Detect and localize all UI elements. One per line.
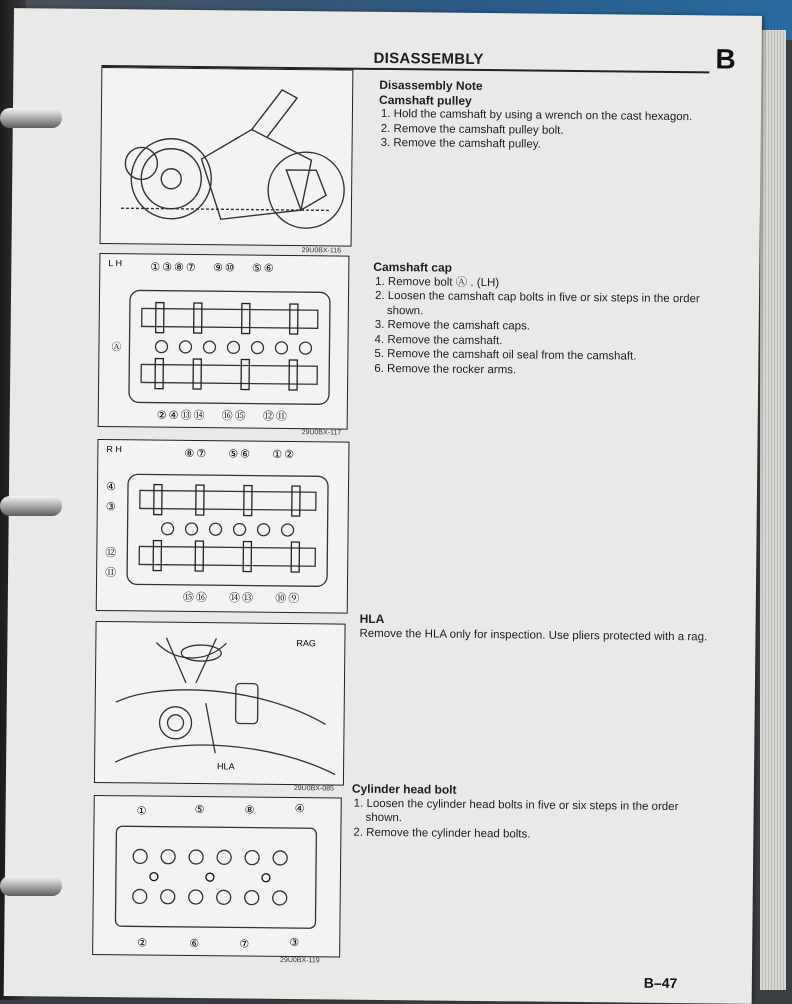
left-number: ④ [105, 481, 116, 494]
top-number: ⑧ [244, 804, 255, 817]
top-number: ① [136, 805, 147, 818]
instruction-step: 3. Remove the camshaft caps. [374, 318, 531, 333]
figure-code: 29U0BX-116 [301, 247, 342, 255]
bottom-number: ⑩ [275, 592, 289, 605]
bottom-number: ⑫ [262, 410, 276, 423]
side-label: R H [106, 444, 122, 455]
figure-code: 29U0BX-117 [301, 429, 342, 437]
bottom-number: ② [156, 409, 169, 422]
bottom-number: ⑭ [193, 409, 207, 423]
top-number: ⑦ [196, 448, 209, 461]
section-hla [359, 612, 711, 645]
section-title: Cylinder head bolt [351, 781, 457, 797]
page-stack-edge [760, 30, 786, 990]
bottom-number: ⑬ [242, 592, 256, 605]
marker-a: Ⓐ [111, 342, 122, 354]
top-number: ② [284, 448, 297, 462]
top-number: ③ [162, 261, 175, 274]
section-letter: B [715, 43, 736, 75]
lh-camshaft-cap-illustration [99, 254, 349, 429]
top-number: ⑤ [251, 262, 264, 275]
cylinder-head-illustration [93, 796, 341, 957]
left-number: ⑫ [105, 547, 117, 560]
instruction-step: 2. Remove the cylinder head bolts. [353, 826, 531, 841]
section-subtitle: Camshaft pulley [379, 92, 472, 108]
bottom-number: ⑭ [229, 592, 243, 605]
figure-cylinder-head-bolt [92, 795, 342, 958]
bottom-number: ⑪ [275, 410, 289, 423]
top-number: ⑩ [224, 262, 237, 275]
instruction-step: 3. Remove the camshaft pulley. [380, 136, 541, 151]
top-number: ① [272, 448, 285, 461]
camshaft-pulley-illustration [101, 68, 353, 246]
top-number: ④ [294, 803, 305, 816]
binder-ring-bottom [0, 876, 62, 896]
bottom-number: ⑦ [239, 938, 250, 951]
bottom-number: ⑮ [234, 410, 248, 423]
rh-camshaft-cap-illustration [97, 440, 349, 613]
figure-camshaft-cap-rh [96, 439, 350, 614]
bottom-number: ⑯ [195, 592, 209, 605]
bottom-number: ③ [289, 937, 300, 950]
bottom-number: ⑨ [288, 592, 302, 606]
top-number: ⑧ [173, 261, 186, 274]
instruction-step: 4. Remove the camshaft. [374, 333, 503, 347]
top-number: ⑤ [228, 448, 241, 461]
bottom-number: ⑥ [189, 937, 200, 951]
section-camshaft-pulley [379, 78, 730, 154]
top-number: ⑥ [240, 448, 253, 461]
instruction-step: 2. Loosen the camshaft cap bolts in five or six steps in the order shown. [374, 289, 700, 317]
left-number: ③ [105, 501, 116, 514]
section-cylinder-head-bolt [351, 782, 700, 844]
instruction-step: 5. Remove the camshaft oil seal from the camshaft. [374, 347, 637, 363]
bottom-number: ⑯ [221, 410, 235, 423]
top-number: ⑧ [184, 447, 197, 461]
figure-camshaft-cap-lh [98, 253, 350, 430]
figure-camshaft-pulley [100, 67, 354, 247]
section-camshaft-cap [372, 260, 725, 380]
page-number: B–47 [643, 974, 678, 992]
instruction-step: 6. Remove the rocker arms. [374, 362, 517, 376]
top-number: ⑦ [185, 261, 198, 275]
section-title: Camshaft cap [373, 259, 453, 275]
rag-label: RAG [296, 638, 316, 649]
section-title: Disassembly Note [379, 77, 483, 93]
bottom-number: ④ [168, 409, 181, 422]
side-label: L H [108, 258, 123, 269]
section-paragraph: Remove the HLA only for inspection. Use pliers protected with a rag. [359, 627, 708, 643]
figure-code: 29U0BX-119 [280, 956, 320, 965]
instruction-step: 1. Hold the camshaft by using a wrench on the cast hexagon. [380, 107, 693, 124]
page-title: DISASSEMBLY [373, 49, 484, 69]
top-number: ⑨ [212, 262, 225, 275]
left-number: ⑪ [105, 567, 117, 580]
top-number: ① [150, 261, 163, 274]
top-number: ⑥ [263, 262, 276, 275]
bottom-number: ⑮ [182, 591, 196, 605]
bottom-number: ⑬ [180, 409, 194, 422]
figure-code: 29U0BX-085 [293, 785, 334, 793]
figure-hla [94, 621, 346, 786]
manual-page [4, 8, 762, 1004]
bottom-number: ② [137, 937, 148, 950]
section-title: HLA [359, 611, 385, 626]
instruction-step: 2. Remove the camshaft pulley bolt. [380, 122, 564, 137]
hla-label: HLA [217, 761, 235, 772]
instruction-step: 1. Remove bolt Ⓐ . (LH) [375, 275, 500, 289]
binder-ring-top [0, 108, 62, 128]
instruction-step: 1. Loosen the cylinder head bolts in five or six steps in the order shown. [353, 797, 679, 825]
top-number: ⑤ [194, 804, 205, 817]
binder-ring-middle [0, 496, 62, 516]
